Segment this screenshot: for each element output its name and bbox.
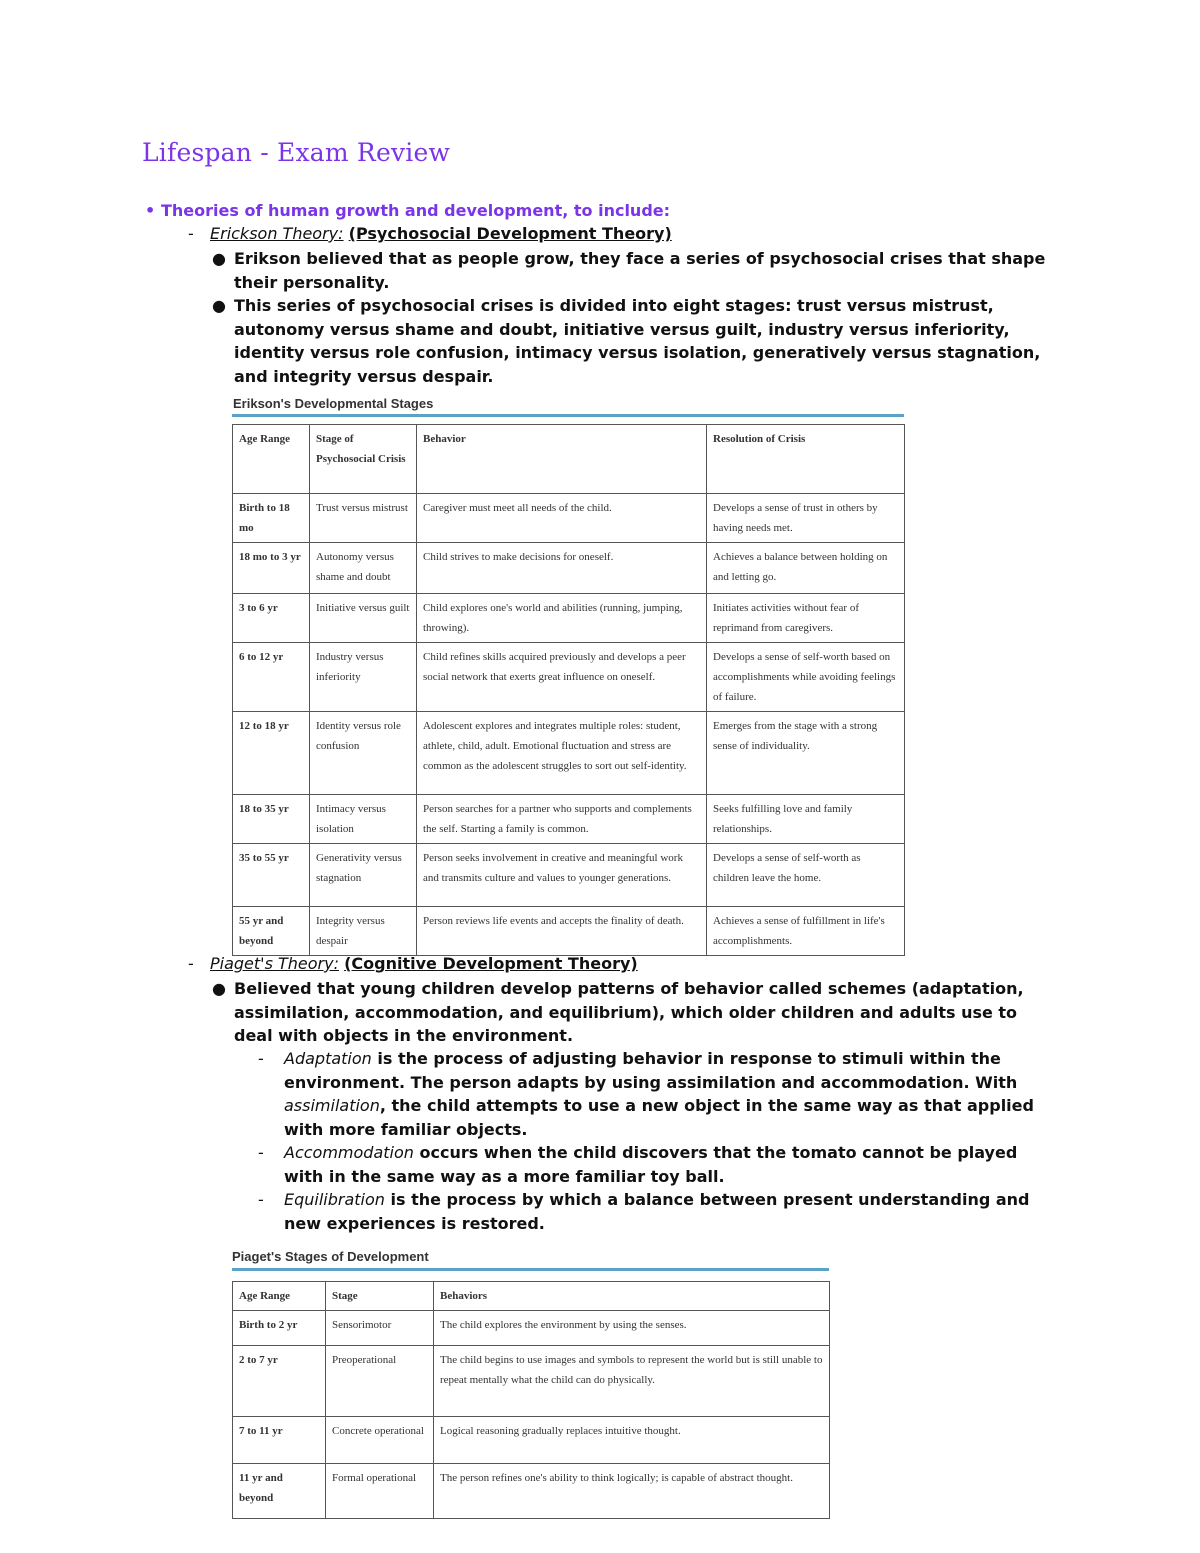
behavior-cell: The person refines one's ability to think logically; is capable of abstract thought. bbox=[434, 1464, 830, 1519]
stage-cell: Concrete operational bbox=[326, 1417, 434, 1464]
bullet-icon: ● bbox=[212, 249, 226, 268]
table-row bbox=[233, 907, 905, 956]
table-row bbox=[233, 543, 905, 594]
stage-cell: Formal operational bbox=[326, 1464, 434, 1519]
age-cell: 35 to 55 yr bbox=[233, 844, 310, 907]
header-cell: Age Range bbox=[233, 425, 310, 494]
header-cell: Behaviors bbox=[434, 1282, 830, 1311]
section-heading bbox=[145, 201, 670, 220]
dash-icon: - bbox=[188, 954, 194, 973]
behavior-cell: The child begins to use images and symbols to represent the world but is still unable to repeat mentally what the child can do physically. bbox=[434, 1346, 830, 1417]
stage-cell: Preoperational bbox=[326, 1346, 434, 1417]
table-row bbox=[233, 494, 905, 543]
piaget-sub-bullet-equilibration: - Equilibration is the process by which a balance between present understanding and new experiences is restored. bbox=[258, 1190, 1030, 1233]
resolution-cell: Develops a sense of trust in others by having needs met. bbox=[707, 494, 905, 543]
section-heading-text: Theories of human growth and development, to include: bbox=[161, 201, 671, 220]
age-cell: 18 to 35 yr bbox=[233, 795, 310, 844]
erikson-heading-bold: (Psychosocial Development Theory) bbox=[348, 224, 672, 243]
erikson-stages-table bbox=[232, 424, 905, 956]
header-cell: Stage of Psychosocial Crisis bbox=[310, 425, 417, 494]
header-cell: Behavior bbox=[417, 425, 707, 494]
stage-cell: Industry versus inferiority bbox=[310, 643, 417, 712]
erikson-heading bbox=[188, 224, 672, 243]
behavior-cell: Logical reasoning gradually replaces intuitive thought. bbox=[434, 1417, 830, 1464]
behavior-cell: Person seeks involvement in creative and meaningful work and transmits culture and values to younger generations. bbox=[417, 844, 707, 907]
stage-cell: Autonomy versus shame and doubt bbox=[310, 543, 417, 594]
stage-cell: Initiative versus guilt bbox=[310, 594, 417, 643]
dash-icon: - bbox=[258, 1049, 264, 1068]
stage-cell: Intimacy versus isolation bbox=[310, 795, 417, 844]
piaget-heading-bold: (Cognitive Development Theory) bbox=[344, 954, 638, 973]
table-row bbox=[233, 844, 905, 907]
behavior-cell: Caregiver must meet all needs of the child. bbox=[417, 494, 707, 543]
table-header-row bbox=[233, 425, 905, 494]
piaget-heading-italic: Piaget's Theory: bbox=[210, 954, 339, 973]
erikson-table-caption: Erikson's Developmental Stages bbox=[233, 396, 434, 411]
age-cell: 6 to 12 yr bbox=[233, 643, 310, 712]
age-cell: 12 to 18 yr bbox=[233, 712, 310, 795]
stage-cell: Integrity versus despair bbox=[310, 907, 417, 956]
dash-icon: - bbox=[258, 1143, 264, 1162]
behavior-cell: Child explores one's world and abilities (running, jumping, throwing). bbox=[417, 594, 707, 643]
header-cell: Stage bbox=[326, 1282, 434, 1311]
header-cell: Age Range bbox=[233, 1282, 326, 1311]
stage-cell: Trust versus mistrust bbox=[310, 494, 417, 543]
dash-icon: - bbox=[188, 224, 194, 243]
resolution-cell: Emerges from the stage with a strong sense of individuality. bbox=[707, 712, 905, 795]
table-row bbox=[233, 1346, 830, 1417]
table-header-row bbox=[233, 1282, 830, 1311]
erikson-bullet-2: ● This series of psychosocial crises is divided into eight stages: trust versus mistrust, autonomy versus shame and doubt, initiative versus guilt, industry versus inferiority, identity versus role confusion, intimacy versus isolation, generatively versus stagnation, and integrity versus despair. bbox=[212, 296, 1041, 386]
behavior-cell: Child refines skills acquired previously and develops a peer social network that exerts great influence on oneself. bbox=[417, 643, 707, 712]
header-cell: Resolution of Crisis bbox=[707, 425, 905, 494]
resolution-cell: Develops a sense of self-worth based on accomplishments while avoiding feelings of failure. bbox=[707, 643, 905, 712]
table-row bbox=[233, 1464, 830, 1519]
bullet-icon: ● bbox=[212, 296, 226, 315]
piaget-heading bbox=[188, 954, 638, 973]
resolution-cell: Achieves a balance between holding on and letting go. bbox=[707, 543, 905, 594]
caption-rule bbox=[232, 414, 904, 417]
piaget-stages-table bbox=[232, 1281, 830, 1519]
table-row bbox=[233, 1311, 830, 1346]
behavior-cell: Child strives to make decisions for oneself. bbox=[417, 543, 707, 594]
age-cell: 18 mo to 3 yr bbox=[233, 543, 310, 594]
erikson-heading-italic: Erickson Theory: bbox=[210, 224, 344, 243]
table-row bbox=[233, 795, 905, 844]
age-cell: 7 to 11 yr bbox=[233, 1417, 326, 1464]
erikson-bullet-1: ● Erikson believed that as people grow, they face a series of psychosocial crises that shape their personality. bbox=[212, 249, 1046, 292]
table-row bbox=[233, 594, 905, 643]
piaget-table-caption: Piaget's Stages of Development bbox=[232, 1249, 429, 1264]
stage-cell: Generativity versus stagnation bbox=[310, 844, 417, 907]
table-row bbox=[233, 1417, 830, 1464]
table-row bbox=[233, 643, 905, 712]
behavior-cell: The child explores the environment by using the senses. bbox=[434, 1311, 830, 1346]
behavior-cell: Adolescent explores and integrates multiple roles: student, athlete, child, adult. Emotional fluctuation and stress are common as the adolescent struggles to sort out self-identity. bbox=[417, 712, 707, 795]
resolution-cell: Seeks fulfilling love and family relationships. bbox=[707, 795, 905, 844]
age-cell: 11 yr and beyond bbox=[233, 1464, 326, 1519]
piaget-sub-bullet-accommodation: - Accommodation occurs when the child discovers that the tomato cannot be played with in the same way as a more familiar toy ball. bbox=[258, 1143, 1018, 1186]
age-cell: Birth to 2 yr bbox=[233, 1311, 326, 1346]
stage-cell: Identity versus role confusion bbox=[310, 712, 417, 795]
bullet-icon: • bbox=[145, 201, 156, 220]
age-cell: Birth to 18 mo bbox=[233, 494, 310, 543]
table-row bbox=[233, 712, 905, 795]
age-cell: 2 to 7 yr bbox=[233, 1346, 326, 1417]
age-cell: 3 to 6 yr bbox=[233, 594, 310, 643]
age-cell: 55 yr and beyond bbox=[233, 907, 310, 956]
stage-cell: Sensorimotor bbox=[326, 1311, 434, 1346]
caption-rule bbox=[232, 1268, 829, 1271]
behavior-cell: Person searches for a partner who supports and complements the self. Starting a family is common. bbox=[417, 795, 707, 844]
page-title: Lifespan - Exam Review bbox=[142, 138, 451, 167]
piaget-bullet: ● Believed that young children develop patterns of behavior called schemes (adaptation, assimilation, accommodation, and equilibrium), which older children and adults use to deal with objects in the environment. bbox=[212, 979, 1024, 1045]
bullet-icon: ● bbox=[212, 979, 226, 998]
dash-icon: - bbox=[258, 1190, 264, 1209]
resolution-cell: Achieves a sense of fulfillment in life's accomplishments. bbox=[707, 907, 905, 956]
resolution-cell: Initiates activities without fear of reprimand from caregivers. bbox=[707, 594, 905, 643]
piaget-sub-bullet-adaptation: - Adaptation is the process of adjusting behavior in response to stimuli within the environment. The person adapts by using assimilation and accommodation. With assimilation, the child attempts to use a new object in the same way as that applied with more familiar objects. bbox=[258, 1049, 1034, 1139]
resolution-cell: Develops a sense of self-worth as children leave the home. bbox=[707, 844, 905, 907]
behavior-cell: Person reviews life events and accepts the finality of death. bbox=[417, 907, 707, 956]
